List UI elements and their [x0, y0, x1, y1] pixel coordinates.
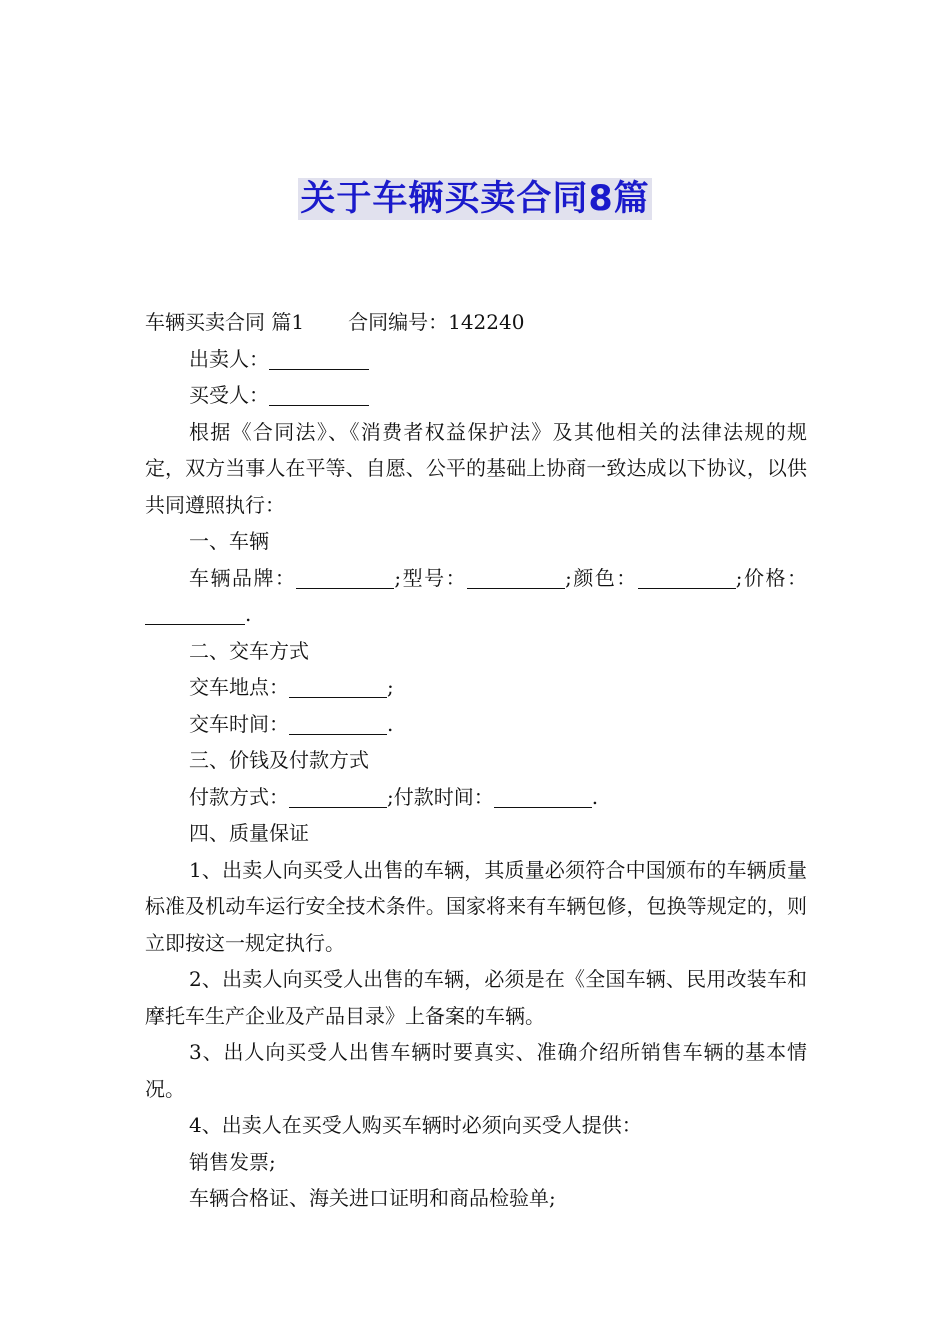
delivery-place-blank[interactable]	[289, 675, 387, 698]
section-2-heading: 二、交车方式	[189, 638, 309, 663]
color-label: ;颜色：	[565, 565, 638, 590]
payment-line	[145, 779, 807, 816]
delivery-place-label: 交车地点：	[189, 675, 289, 699]
intro-paragraph: 根据《合同法》、《消费者权益保护法》及其他相关的法律法规的规定，双方当事人在平等、自愿、公平的基础上协商一致达成以下协议，以供共同遵照执行：	[145, 419, 807, 517]
model-blank[interactable]	[467, 566, 565, 589]
price-label: ;价格：	[735, 565, 807, 590]
clause-4: 4、出卖人在买受人购买车辆时必须向买受人提供：	[189, 1113, 642, 1137]
payment-method-label: 付款方式：	[189, 784, 289, 809]
document-body	[145, 304, 807, 1217]
brand-blank[interactable]	[296, 566, 394, 589]
seller-line	[145, 341, 807, 378]
payment-end: .	[591, 784, 599, 809]
buyer-label: 买受人：	[189, 383, 269, 407]
item-certificates: 车辆合格证、海关进口证明和商品检验单;	[189, 1186, 556, 1210]
section-1-heading: 一、车辆	[189, 529, 269, 553]
clause-3: 3、出人向买受人出售车辆时要真实、准确介绍所销售车辆的基本情况。	[145, 1040, 807, 1101]
buyer-blank[interactable]	[269, 383, 369, 406]
delivery-time-line	[145, 706, 807, 743]
vehicle-details-paragraph	[145, 560, 807, 633]
clause-2: 2、出卖人向买受人出售的车辆，必须是在《全国车辆、民用改装车和摩托车生产企业及产品目录》上备案的车辆。	[145, 967, 807, 1028]
color-blank[interactable]	[638, 566, 736, 589]
document-title: 关于车辆买卖合同8篇	[300, 179, 650, 219]
vehicle-end: .	[245, 602, 252, 626]
delivery-time-blank[interactable]	[289, 712, 387, 735]
seller-blank[interactable]	[269, 347, 369, 370]
delivery-time-label: 交车时间：	[189, 711, 289, 736]
delivery-place-line	[145, 669, 807, 706]
clause-1: 1、出卖人向买受人出售的车辆，其质量必须符合中国颁布的车辆质量标准及机动车运行安全技术条件。国家将来有车辆包修，包换等规定的，则立即按这一规定执行。	[145, 857, 807, 955]
payment-time-label: ;付款时间：	[387, 784, 494, 809]
contract-no-label: 合同编号：	[348, 310, 449, 334]
delivery-time-end: .	[387, 711, 394, 736]
title-container	[0, 178, 950, 220]
seller-label: 出卖人：	[189, 346, 269, 371]
price-blank[interactable]	[145, 602, 245, 625]
section-3-heading: 三、价钱及付款方式	[189, 748, 369, 772]
model-label: ;型号：	[394, 565, 468, 590]
section-4-heading: 四、质量保证	[189, 821, 309, 845]
contract-no: 142240	[448, 310, 525, 334]
delivery-place-end: ;	[387, 675, 394, 699]
buyer-line	[145, 377, 807, 414]
item-invoice: 销售发票;	[189, 1149, 276, 1174]
contract-header-line	[145, 304, 807, 341]
payment-method-blank[interactable]	[289, 785, 387, 808]
brand-label: 车辆品牌：	[189, 565, 297, 590]
payment-time-blank[interactable]	[494, 785, 592, 808]
contract-name: 车辆买卖合同 篇1	[145, 310, 305, 334]
